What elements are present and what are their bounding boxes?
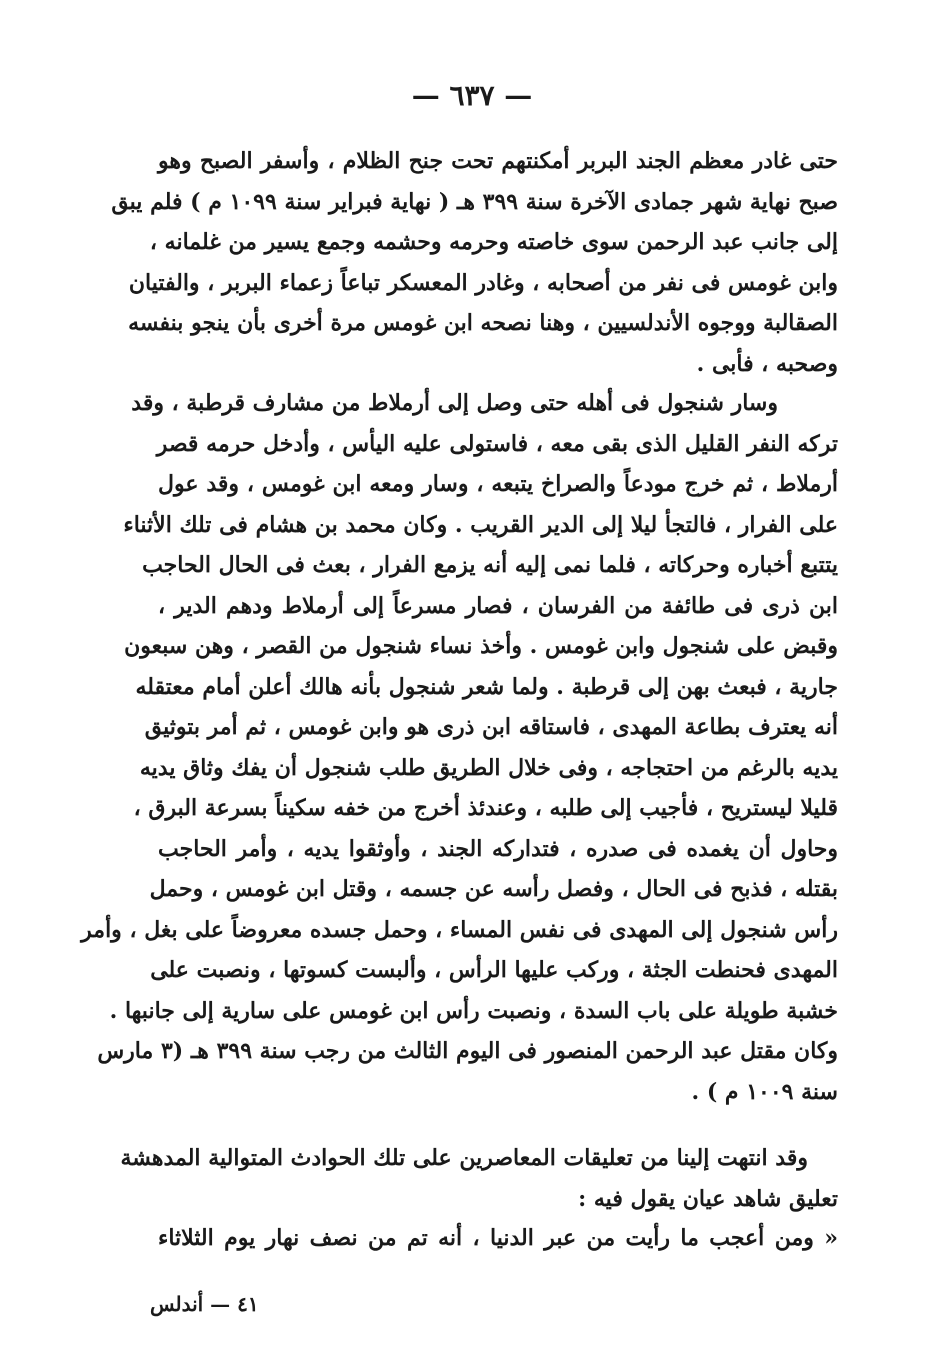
text-line: صبح نهاية شهر جمادى الآخرة سنة ٣٩٩ هـ ( نهاية فبراير سنة ١٠٩٩ م ) فلم يبق — [111, 188, 838, 215]
text-line: وحاول أن يغمده فى صدره ، فتداركه الجند ، وأوثقوا يديه ، وأمر الحاجب — [158, 835, 838, 862]
text-line: أنه يعترف بطاعة المهدى ، فاستاقه ابن ذرى هو وابن غومس ، ثم أمر بتوثيق — [144, 714, 838, 740]
text-line: وكان مقتل عبد الرحمن المنصور فى اليوم الثالث من رجب سنة ٣٩٩ هـ (٣ مارس — [97, 1038, 838, 1064]
text-line: وقبض على شنجول وابن غومس . وأخذ نساء شنجول من القصر ، وهن سبعون — [124, 633, 838, 659]
text-line: إلى جانب عبد الرحمن سوى خاصته وحرمه وحشمه وجمع يسير من غلمانه ، — [149, 229, 838, 255]
text-line: جارية ، فبعث بهن إلى قرطبة . ولما شعر شنجول بأنه هالك أعلن أمام معتقله — [135, 673, 838, 700]
text-line: وسار شنجول فى أهله حتى وصل إلى أرملاط من مشارف قرطبة ، وقد — [131, 390, 778, 416]
quote-paragraph — [158, 1218, 838, 1259]
text-line: يتتبع أخباره وحركاته ، فلما نمى إليه أنه يزمع الفرار ، بعث فى الحال الحاجب — [142, 552, 838, 578]
page-number: — ٦٣٧ — — [411, 79, 533, 112]
text-line: سنة ١٠٠٩ م ) . — [691, 1078, 838, 1105]
text-line: حتى غادر معظم الجند البربر أمكنتهم تحت جنح الظلام ، وأسفر الصبح وهو — [158, 148, 838, 174]
text-line: قليلا ليستريح ، فأجيب إلى طلبه ، وعندئذ أخرج من خفه سكيناً بسرعة البرق ، — [133, 795, 838, 821]
text-line: تعليق شاهد عيان يقول فيه : — [578, 1185, 838, 1212]
text-line: يديه بالرغم من احتجاجه ، وفى خلال الطريق طلب شنجول أن يفك وثاق يديه — [139, 754, 838, 781]
paragraph-3 — [120, 1138, 838, 1219]
text-line: أرملاط ، ثم خرج مودعاً والصراخ يتبعه ، وسار ومعه ابن غومس ، وقد عول — [158, 471, 838, 497]
text-line: تركه النفر القليل الذى بقى معه ، فاستولى عليه اليأس ، وأدخل حرمه قصر — [156, 430, 838, 457]
text-line: وصحبه ، فأبى . — [696, 350, 838, 377]
paragraph-1 — [111, 141, 838, 384]
text-line: ابن ذرى فى طائفة من الفرسان ، فصار مسرعاً إلى أرملاط ودهم الدير ، — [158, 592, 838, 619]
text-line: بقتله ، فذبح فى الحال ، وفصل رأسه عن جسمه ، وقتل ابن غومس ، وحمل — [149, 876, 838, 902]
text-line: وقد انتهت إلينا من تعليقات المعاصرين على تلك الحوادث المتوالية المدهشة — [120, 1145, 808, 1171]
text-line: المهدى فحنطت الجثة ، وركب عليها الرأس ، وألبست كسوتها ، ونصبت على — [150, 957, 838, 983]
text-line: وابن غومس فى نفر من أصحابه ، وغادر المعسكر تباعاً زعماء البربر ، والفتيان — [128, 269, 838, 296]
footer-signature: ٤١ — أندلس — [150, 1292, 259, 1316]
text-line: رأس شنجول إلى المهدى فى نفس المساء ، وحمل جسده معروضاً على بغل ، وأمر — [81, 916, 838, 943]
paragraph-2 — [81, 383, 838, 1112]
text-line: « ومن أعجب ما رأيت من عبر الدنيا ، أنه تم من نصف نهار يوم الثلاثاء — [158, 1225, 838, 1251]
text-line: الصقالبة ووجوه الأندلسيين ، وهنا نصحه ابن غومس مرة أخرى بأن ينجو بنفسه — [128, 310, 838, 336]
text-line: خشبة طويلة على باب السدة ، ونصبت رأس ابن غومس على سارية إلى جانبها . — [109, 997, 838, 1024]
text-line: على الفرار ، فالتجأ ليلا إلى الدير القريب . وكان محمد بن هشام فى تلك الأثناء — [123, 511, 838, 538]
